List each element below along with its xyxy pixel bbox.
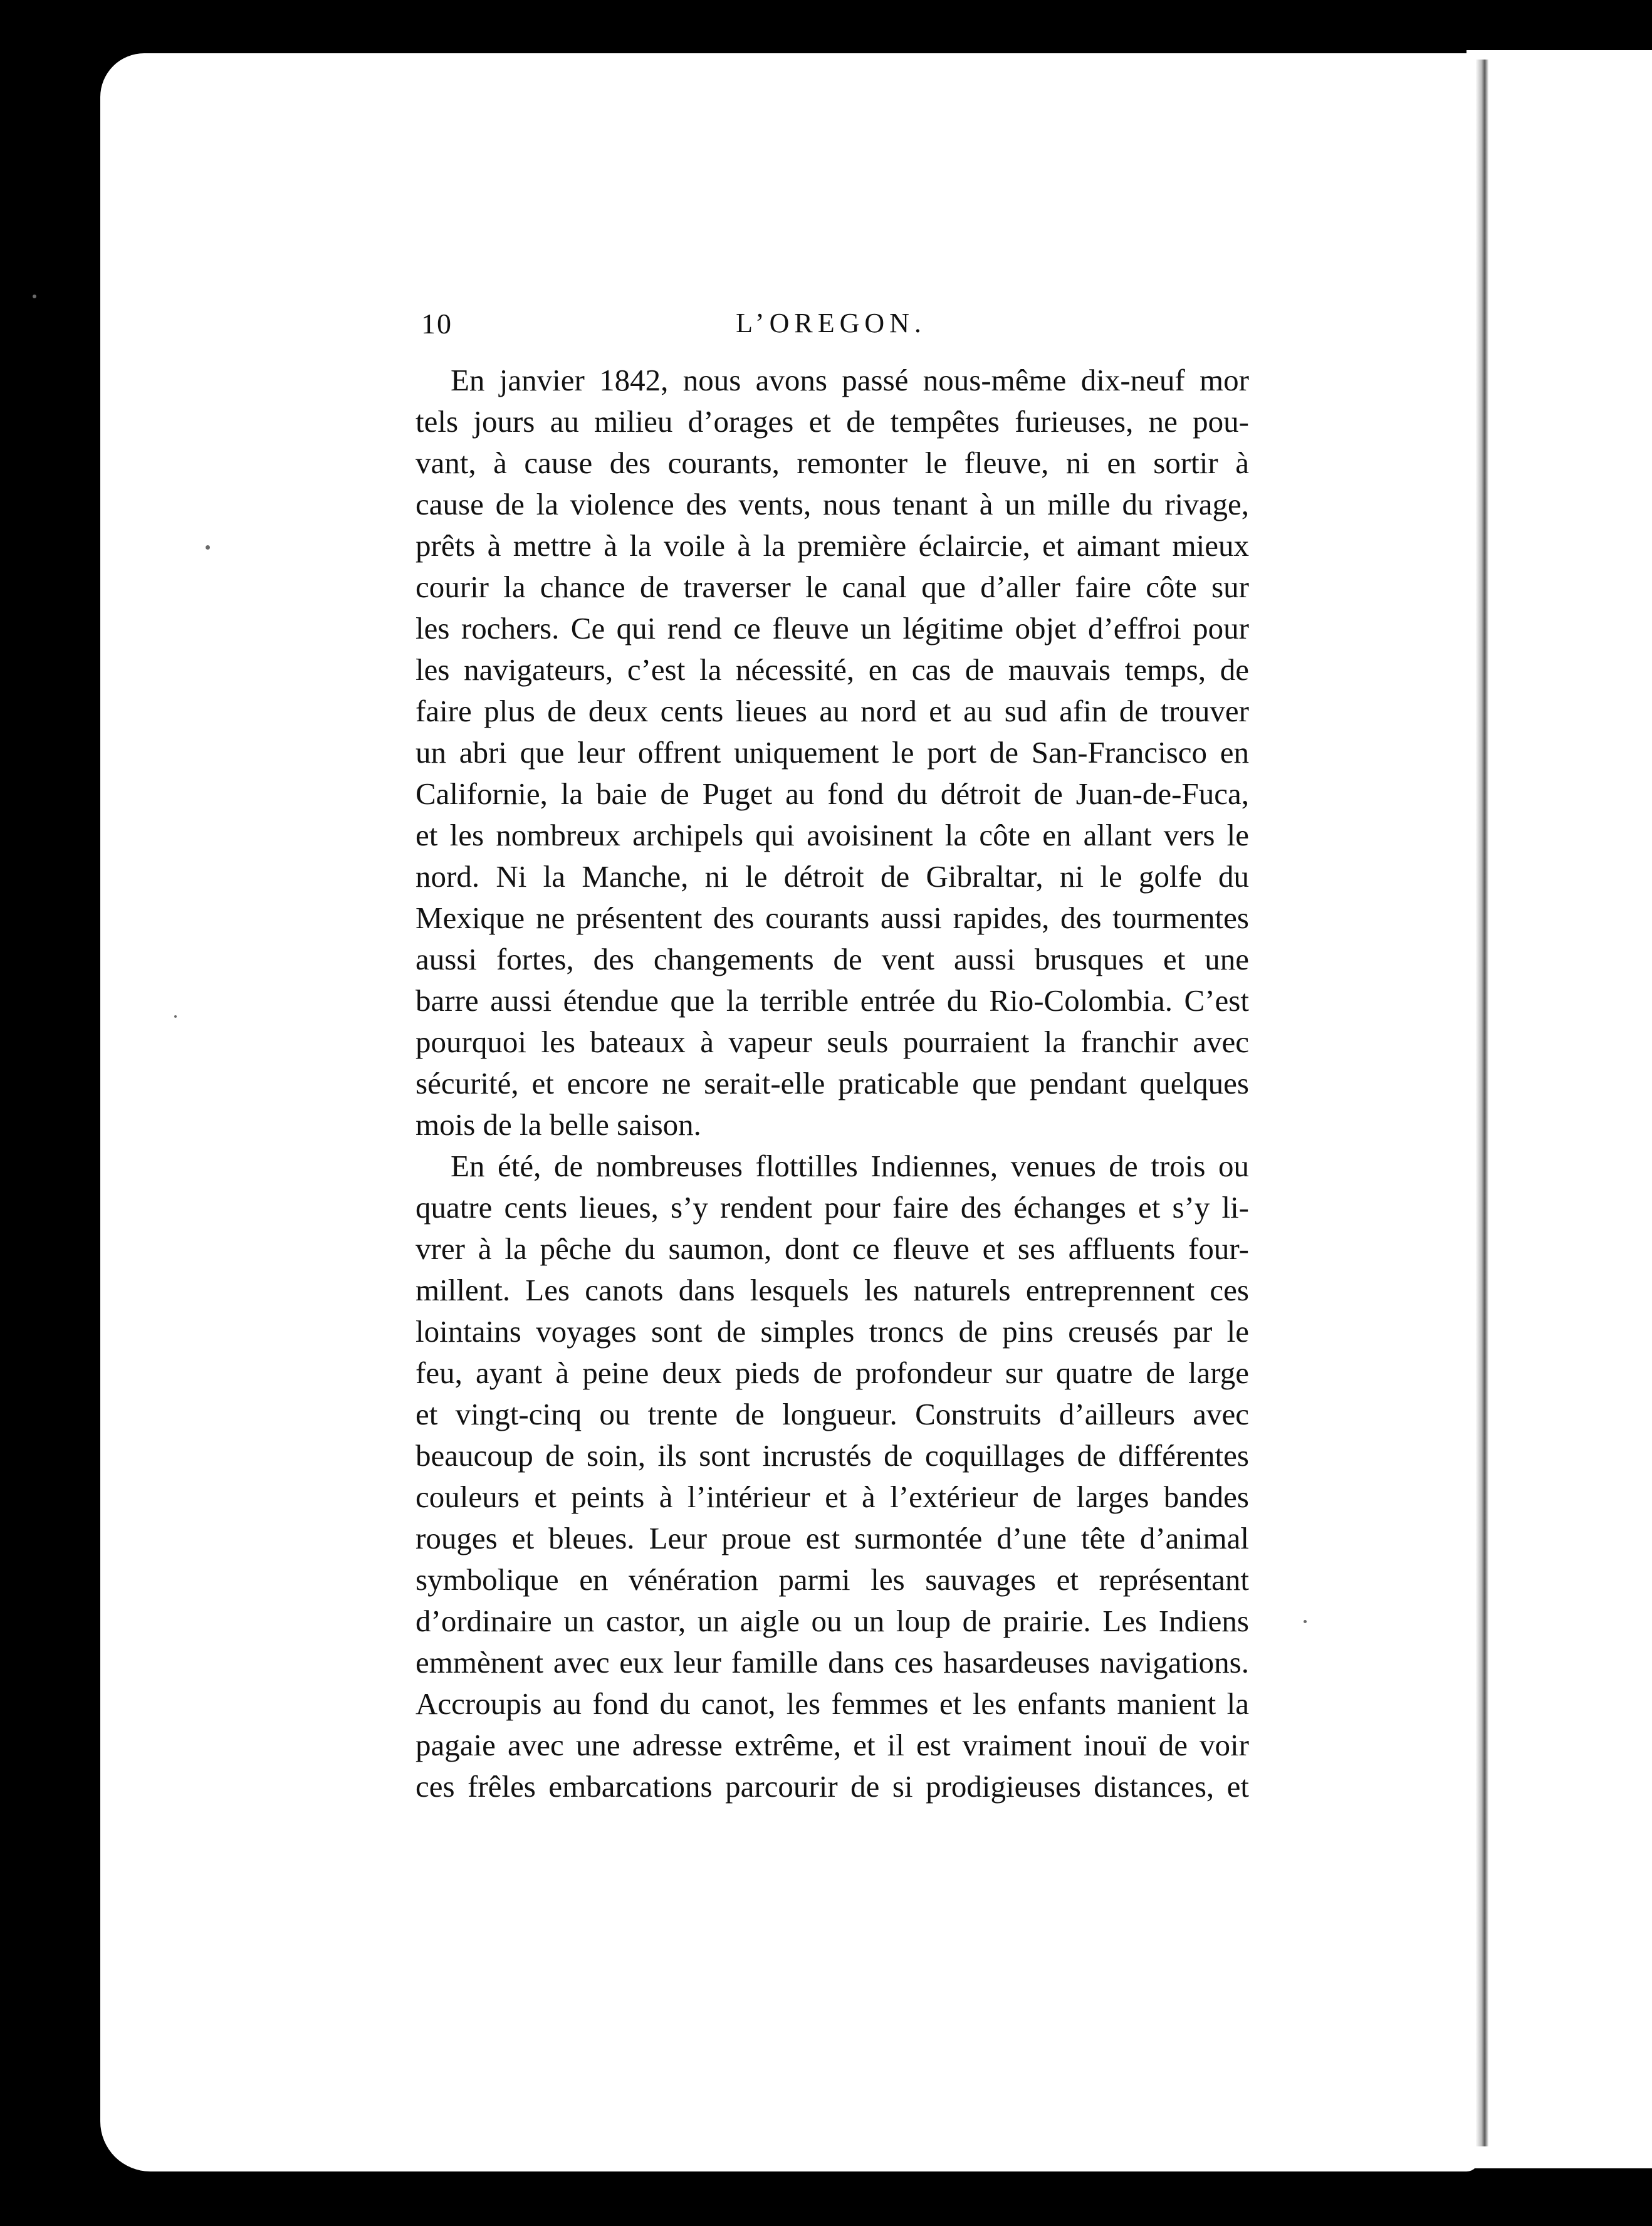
text-line: emmènent avec eux leur famille dans ces hasardeuses navigations.	[416, 1645, 1249, 1680]
running-title: L’OREGON.	[736, 308, 926, 338]
text-line: lointains voyages sont de simples troncs de pins creusés par le	[416, 1314, 1249, 1349]
text-line: Californie, la baie de Puget au fond du détroit de Juan-de-Fuca,	[416, 776, 1249, 811]
text-line: pagaie avec une adresse extrême, et il est vraiment inouï de voir	[416, 1728, 1249, 1762]
scan-speck	[174, 1015, 177, 1018]
text-line: d’ordinaire un castor, un aigle ou un loup de prairie. Les Indiens	[416, 1604, 1249, 1638]
scan-speck	[206, 545, 210, 550]
text-line: quatre cents lieues, s’y rendent pour faire des échanges et s’y li-	[416, 1190, 1249, 1225]
page-number: 10	[421, 308, 452, 340]
text-line: et vingt-cinq ou trente de longueur. Construits d’ailleurs avec	[416, 1397, 1249, 1431]
text-line: millent. Les canots dans lesquels les naturels entreprennent ces	[416, 1273, 1249, 1307]
text-line: et les nombreux archipels qui avoisinent la côte en allant vers le	[416, 818, 1249, 852]
text-line: rouges et bleues. Leur proue est surmontée d’une tête d’animal	[416, 1521, 1249, 1555]
text-line: beaucoup de soin, ils sont incrustés de coquillages de différentes	[416, 1438, 1249, 1473]
text-line: tels jours au milieu d’orages et de tempêtes furieuses, ne pou-	[416, 404, 1249, 439]
text-line: ces frêles embarcations parcourir de si prodigieuses distances, et	[416, 1769, 1249, 1804]
text-line: barre aussi étendue que la terrible entrée du Rio-Colombia. C’est	[416, 983, 1249, 1018]
text-line: nord. Ni la Manche, ni le détroit de Gibraltar, ni le golfe du	[416, 859, 1249, 894]
text-line: un abri que leur offrent uniquement le port de San-Francisco en	[416, 735, 1249, 770]
text-line: couleurs et peints à l’intérieur et à l’extérieur de larges bandes	[416, 1480, 1249, 1514]
text-line: cause de la violence des vents, nous tenant à un mille du rivage,	[416, 487, 1249, 521]
text-line: les rochers. Ce qui rend ce fleuve un légitime objet d’effroi pour	[416, 611, 1249, 645]
facing-page-edge	[1466, 50, 1652, 2168]
scan-speck	[1304, 1620, 1307, 1623]
text-line: vrer à la pêche du saumon, dont ce fleuve et ses affluents four-	[416, 1231, 1249, 1266]
text-line: Mexique ne présentent des courants aussi rapides, des tourmentes	[416, 901, 1249, 935]
text-line: les navigateurs, c’est la nécessité, en cas de mauvais temps, de	[416, 652, 1249, 687]
paragraph	[416, 360, 1249, 1146]
running-head	[421, 307, 1241, 345]
text-line: symbolique en vénération parmi les sauvages et représentant	[416, 1562, 1249, 1597]
text-line: En été, de nombreuses flottilles Indiennes, venues de trois ou	[451, 1149, 1249, 1183]
text-line: sécurité, et encore ne serait-elle praticable que pendant quelques	[416, 1066, 1249, 1100]
text-line: feu, ayant à peine deux pieds de profondeur sur quatre de large	[416, 1356, 1249, 1390]
text-line: aussi fortes, des changements de vent aussi brusques et une	[416, 942, 1249, 976]
text-line: Accroupis au fond du canot, les femmes et les enfants manient la	[416, 1686, 1249, 1721]
text-line: faire plus de deux cents lieues au nord et au sud afin de trouver	[416, 694, 1249, 728]
page-gutter	[1476, 60, 1488, 2146]
body-text	[416, 360, 1249, 1807]
paragraph	[416, 1146, 1249, 1807]
text-line: pourquoi les bateaux à vapeur seuls pourraient la franchir avec	[416, 1025, 1249, 1059]
text-line: vant, à cause des courants, remonter le fleuve, ni en sortir à	[416, 446, 1249, 480]
scan-speck	[33, 295, 36, 298]
text-line: prêts à mettre à la voile à la première éclaircie, et aimant mieux	[416, 528, 1249, 563]
text-line: courir la chance de traverser le canal que d’aller faire côte sur	[416, 570, 1249, 604]
text-line: En janvier 1842, nous avons passé nous-même dix-neuf mor	[451, 363, 1249, 397]
text-line: mois de la belle saison.	[416, 1107, 701, 1142]
